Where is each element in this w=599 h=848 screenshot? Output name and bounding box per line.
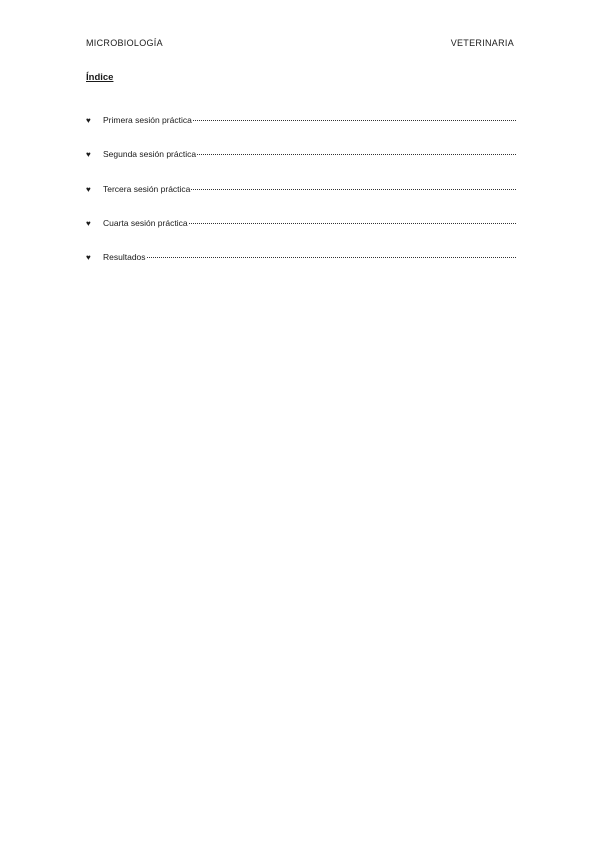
heart-icon: ♥ [86, 253, 91, 263]
toc-item-primera [86, 115, 516, 149]
header-degree: VETERINARIA [450, 38, 514, 48]
index-title: Índice [86, 72, 114, 83]
heart-icon: ♥ [86, 218, 91, 228]
dot-leader [193, 119, 516, 121]
heart-icon: ♥ [86, 184, 91, 194]
dot-leader [197, 153, 516, 155]
dot-leader [191, 188, 516, 190]
toc-item-label: Resultados [103, 252, 146, 263]
toc-item-label: Tercera sesión práctica [103, 183, 191, 194]
dot-leader [147, 256, 516, 258]
toc-item-resultados [86, 252, 516, 286]
dot-leader [189, 222, 516, 224]
header-subject: MICROBIOLOGÍA [86, 38, 163, 48]
heart-icon: ♥ [86, 150, 91, 160]
toc-item-cuarta [86, 218, 516, 252]
toc-item-label: Segunda sesión práctica [103, 149, 197, 160]
toc-item-label: Primera sesión práctica [103, 115, 192, 125]
toc-item-segunda [86, 149, 516, 183]
table-of-contents [86, 115, 516, 286]
toc-item-label: Cuarta sesión práctica [103, 217, 188, 228]
heart-icon: ♥ [86, 116, 91, 125]
toc-item-tercera [86, 184, 516, 218]
